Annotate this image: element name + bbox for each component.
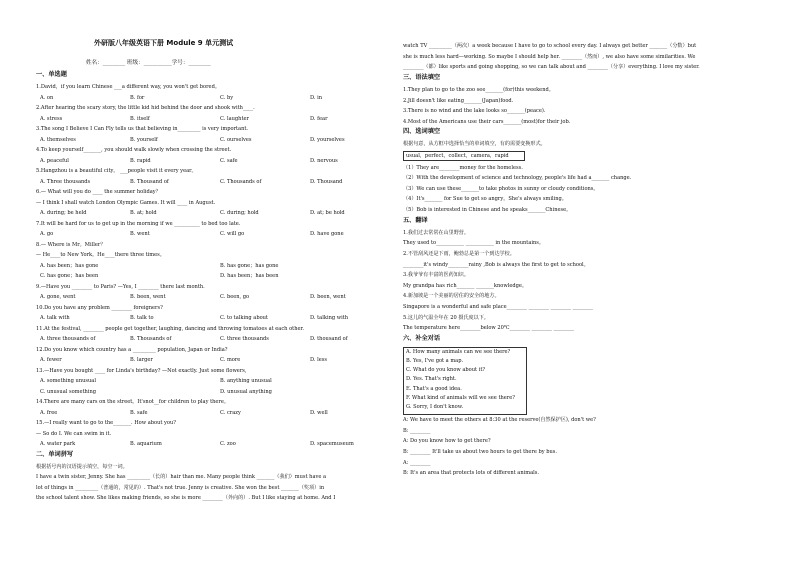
dialogue-option: F. What kind of animals will we see there?: [406, 394, 515, 401]
answer-option: D. in: [310, 94, 323, 101]
text-line: A: ________: [403, 459, 431, 466]
text-line: — He____to New York。He____there three times。: [36, 252, 165, 258]
word-bank-text: usual，perfect，collect，camera，rapid: [406, 153, 509, 159]
answer-option: C. will go: [220, 231, 245, 237]
answer-option: B. has gone；has gone: [220, 262, 279, 269]
answer-option: B. went: [130, 231, 150, 237]
answer-option: A. during; be held: [40, 210, 87, 216]
word-bank-box: [403, 151, 525, 161]
answer-option: C. to talking about: [220, 315, 268, 321]
answer-option: D. talking with: [310, 315, 349, 321]
answer-option: D. well: [310, 409, 328, 416]
text-line: 2.Jill doesn't like eating_______(Japan)food.: [403, 97, 514, 104]
answer-option: D. has been；has been: [220, 273, 279, 279]
answer-option: C. during; hold: [220, 210, 259, 216]
dialogue-option: B. Yes, I've got a map.: [406, 357, 464, 364]
text-line: The temperature here________below 20℃________ ________ ________: [403, 325, 574, 332]
text-line: （1）They are________money for the homeless.: [403, 164, 523, 171]
answer-option: A. themselves: [40, 136, 76, 143]
answer-option: C. zoo: [220, 441, 236, 447]
text-line: 6.— What will you do ____ the summer holiday？: [36, 189, 161, 195]
text-line: — So do I. We can swim in it.: [36, 430, 112, 437]
answer-option: C. more: [220, 357, 241, 363]
text-line: Singapore is a wonderful and safe place________ ________ ________ ________: [403, 303, 593, 310]
answer-option: A. something unusual: [40, 378, 96, 384]
text-line: 4.To keep yourself_______, you should walk slowly when crossing the street.: [36, 147, 232, 153]
answer-option: A. stress: [40, 115, 63, 122]
answer-option: D. nervous: [310, 157, 338, 164]
text-line: she is much less hard—working. So maybe I should help her. ________（然而）, we also have some similarities. We: [403, 53, 696, 60]
answer-option: B. rapid: [130, 157, 151, 164]
answer-option: A. peaceful: [40, 157, 69, 164]
answer-option: B. larger: [130, 357, 153, 363]
dialogue-option: G. Sorry, I don't know.: [406, 403, 464, 410]
text-line: the school talent show. She likes making friends, so she is more ________（外向的）. But I like staying at home. And I: [36, 495, 336, 501]
text-line: （3）We can use these_______to take photos in sunny or cloudy conditions。: [403, 185, 599, 192]
text-line: ________it's windy________rainy ,Bob is always the first to get to school。: [403, 261, 589, 268]
answer-option: C. safe: [220, 157, 238, 164]
text-line: My grandpa has rich_______ _______knowledge。: [403, 282, 527, 289]
text-line: 3.There is no wind and the lake looks so_______(peace).: [403, 108, 546, 115]
text-line: 11.At the festival, ________ people get together, laughing, dancing and throwing tomatoes at each other.: [36, 325, 304, 332]
text-line: 10.Do you have any problem ________ foreigners?: [36, 304, 163, 311]
dialogue-option: A. How many animals can we see there?: [406, 348, 511, 355]
text-line: （5）Bob is interested in Chinese and he speaks_______Chinese。: [403, 207, 572, 213]
text-line: 14.There are many cars on the street。It'snot__for children to play there。: [36, 399, 229, 405]
answer-option: B. itself: [130, 115, 150, 122]
dialogue-options-box: [403, 347, 527, 415]
answer-option: B. Thousand of: [130, 178, 169, 185]
answer-option: A. fewer: [40, 357, 62, 363]
text-line: — I think I shall watch London Olympic Games. It will ____ in August.: [36, 199, 216, 206]
answer-option: D. yourselves: [310, 136, 345, 143]
text-line: （2）With the development of science and technology, people's life had a_______ change.: [403, 175, 632, 182]
text-line: 8.— Where is Mr。Miller？: [36, 241, 106, 248]
answer-option: B. Thousands of: [130, 336, 172, 342]
answer-option: A. free: [40, 409, 58, 416]
answer-option: C. Thousands of: [220, 178, 262, 185]
answer-option: C. three thousands: [220, 336, 269, 342]
answer-option: D. less: [310, 357, 328, 363]
text-line: A: We have to meet the others at 8:30 at the reserve(自然保护区), don't we?: [403, 417, 596, 424]
answer-option: C. crazy: [220, 409, 241, 416]
answer-option: A. on: [40, 94, 54, 101]
answer-option: B. aquarium: [130, 441, 162, 447]
answer-option: D. thousand of: [310, 336, 348, 342]
text-line: 5.这儿的气温全年在 20 摄氏度以下。: [403, 314, 489, 321]
student-info-line: 姓名：________ 班级：__________学号：________: [86, 60, 211, 66]
answer-option: A. gone, went: [40, 294, 76, 300]
answer-option: A. water park: [40, 441, 76, 447]
text-line: 13.—Have you bought ____ for Linda's birthday? —Not exactly. Just some flowers,: [36, 367, 247, 374]
answer-option: A. has been；has gone: [40, 262, 99, 269]
text-line: 1.They plan to go to the zoo see_______(for)this weekend。: [403, 86, 554, 93]
text-line: 根据括号内的汉语提示填空，每空一词。: [36, 463, 128, 470]
text-line: 2.不管刮风还是下雨，鲍勃总是第一个到达学校。: [403, 250, 515, 257]
text-line: ________（都）like sports and going shopping, so we can talk about and ________（分享）everything. I love my sister.: [403, 64, 700, 71]
answer-option: C. ourselves: [220, 136, 252, 143]
answer-option: C. unusual something: [40, 388, 96, 395]
answer-option: D. spacemuseum: [310, 441, 354, 447]
answer-option: D. at; be hold: [310, 210, 345, 216]
text-line: I have a twin sister, Jenny. She has _________（长的）hair than me. Many people think _______（我们）must have a: [36, 474, 327, 480]
answer-option: C. laughter: [220, 115, 249, 122]
dialogue-option: D. Yes. That's right.: [406, 376, 457, 383]
answer-option: D. have gone: [310, 231, 344, 237]
answer-option: A. go: [40, 231, 54, 237]
section-heading: 一、单选题: [36, 71, 67, 78]
answer-option: B. for: [130, 94, 145, 101]
text-line: 5.Hangzhou is a beautiful city。 ___people visit it every year。: [36, 168, 197, 174]
text-line: A: Do you know how to get there?: [403, 438, 491, 445]
text-line: B: It's an area that protects lots of different animals.: [403, 470, 539, 477]
answer-option: C. has gone；has been: [40, 273, 99, 279]
answer-option: D. unusual anything: [220, 388, 272, 395]
text-line: 1.我们过去常常在山里野营。: [403, 229, 469, 236]
answer-option: B. at; hold: [130, 210, 157, 216]
text-line: 2.After hearing the scary story, the little kid hid behind the door and shook with____.: [36, 105, 255, 111]
text-line: 7.It will be hard for us to get up in the morning if we __________ to bed too late.: [36, 220, 241, 227]
answer-option: D. been, went: [310, 294, 346, 300]
text-line: B: ________ It'll take us about two hours to get there by bus.: [403, 449, 558, 455]
section-heading: 三、语法填空: [403, 73, 441, 81]
section-heading: 四、选词填空: [403, 128, 441, 136]
page-title: 外研版八年级英语下册 Module 9 单元测试: [94, 39, 234, 47]
answer-option: B. safe: [130, 409, 148, 416]
text-line: 3.The song I Believe I Can Fly tells us that believing in_________ is very important.: [36, 126, 249, 132]
answer-option: C. been, go: [220, 294, 250, 300]
dialogue-option: C. What do you know about it?: [406, 367, 486, 374]
section-heading: 五、翻译: [403, 216, 428, 224]
answer-option: C. by: [220, 94, 234, 101]
text-line: 根据句意，从方框中选择恰当的单词填空，有的需要变换形式。: [403, 141, 546, 148]
dialogue-option: E. That's a good idea.: [406, 385, 462, 392]
text-line: watch TV _________（两次）a week because I have to go to school every day. I always get better _______（分数）but: [403, 43, 697, 49]
text-line: 4.新加坡是一个美丽的居住的安全的地方。: [403, 293, 500, 300]
section-heading: 六、补全对话: [403, 334, 441, 342]
text-line: B: ________: [403, 427, 431, 434]
answer-option: B. talk to: [130, 315, 154, 321]
text-line: 12.Do you know which country has a _________ population, Japan or India?: [36, 346, 228, 353]
answer-option: A. talk with: [40, 315, 70, 321]
answer-option: D. Thousand: [310, 178, 343, 185]
text-line: They used to___________ ___________ in the mountains。: [403, 240, 545, 247]
answer-option: A. three thousands of: [40, 336, 96, 342]
text-line: lot of things in _________（普通的，常见的）. That's not true. Jenny is creative. She won the best _______（奖项）in: [36, 484, 325, 491]
text-line: 9.—Have you ________ to Paris? —Yes, I ________ there last month.: [36, 283, 205, 290]
answer-option: B. yourself: [130, 136, 158, 143]
answer-option: A. Three thousands: [40, 178, 91, 185]
text-line: （4）It's_______ for Sue to get so angry。She's always smiling。: [403, 196, 567, 203]
answer-option: B. anything unusual: [220, 378, 272, 384]
answer-option: D. fear: [310, 115, 328, 122]
text-line: 15.—I really want to go to the_______. How about you?: [36, 420, 176, 426]
text-line: 1.David，if you learn Chinese ___a different way, you won't get bored。: [36, 84, 220, 90]
section-heading: 二、单词拼写: [36, 450, 74, 458]
text-line: 4.Most of the Americans use their cars_______(most)for their job.: [403, 118, 571, 125]
answer-option: B. been, went: [130, 294, 166, 300]
text-line: 3.我爷爷有丰富的医药知识。: [403, 272, 469, 279]
